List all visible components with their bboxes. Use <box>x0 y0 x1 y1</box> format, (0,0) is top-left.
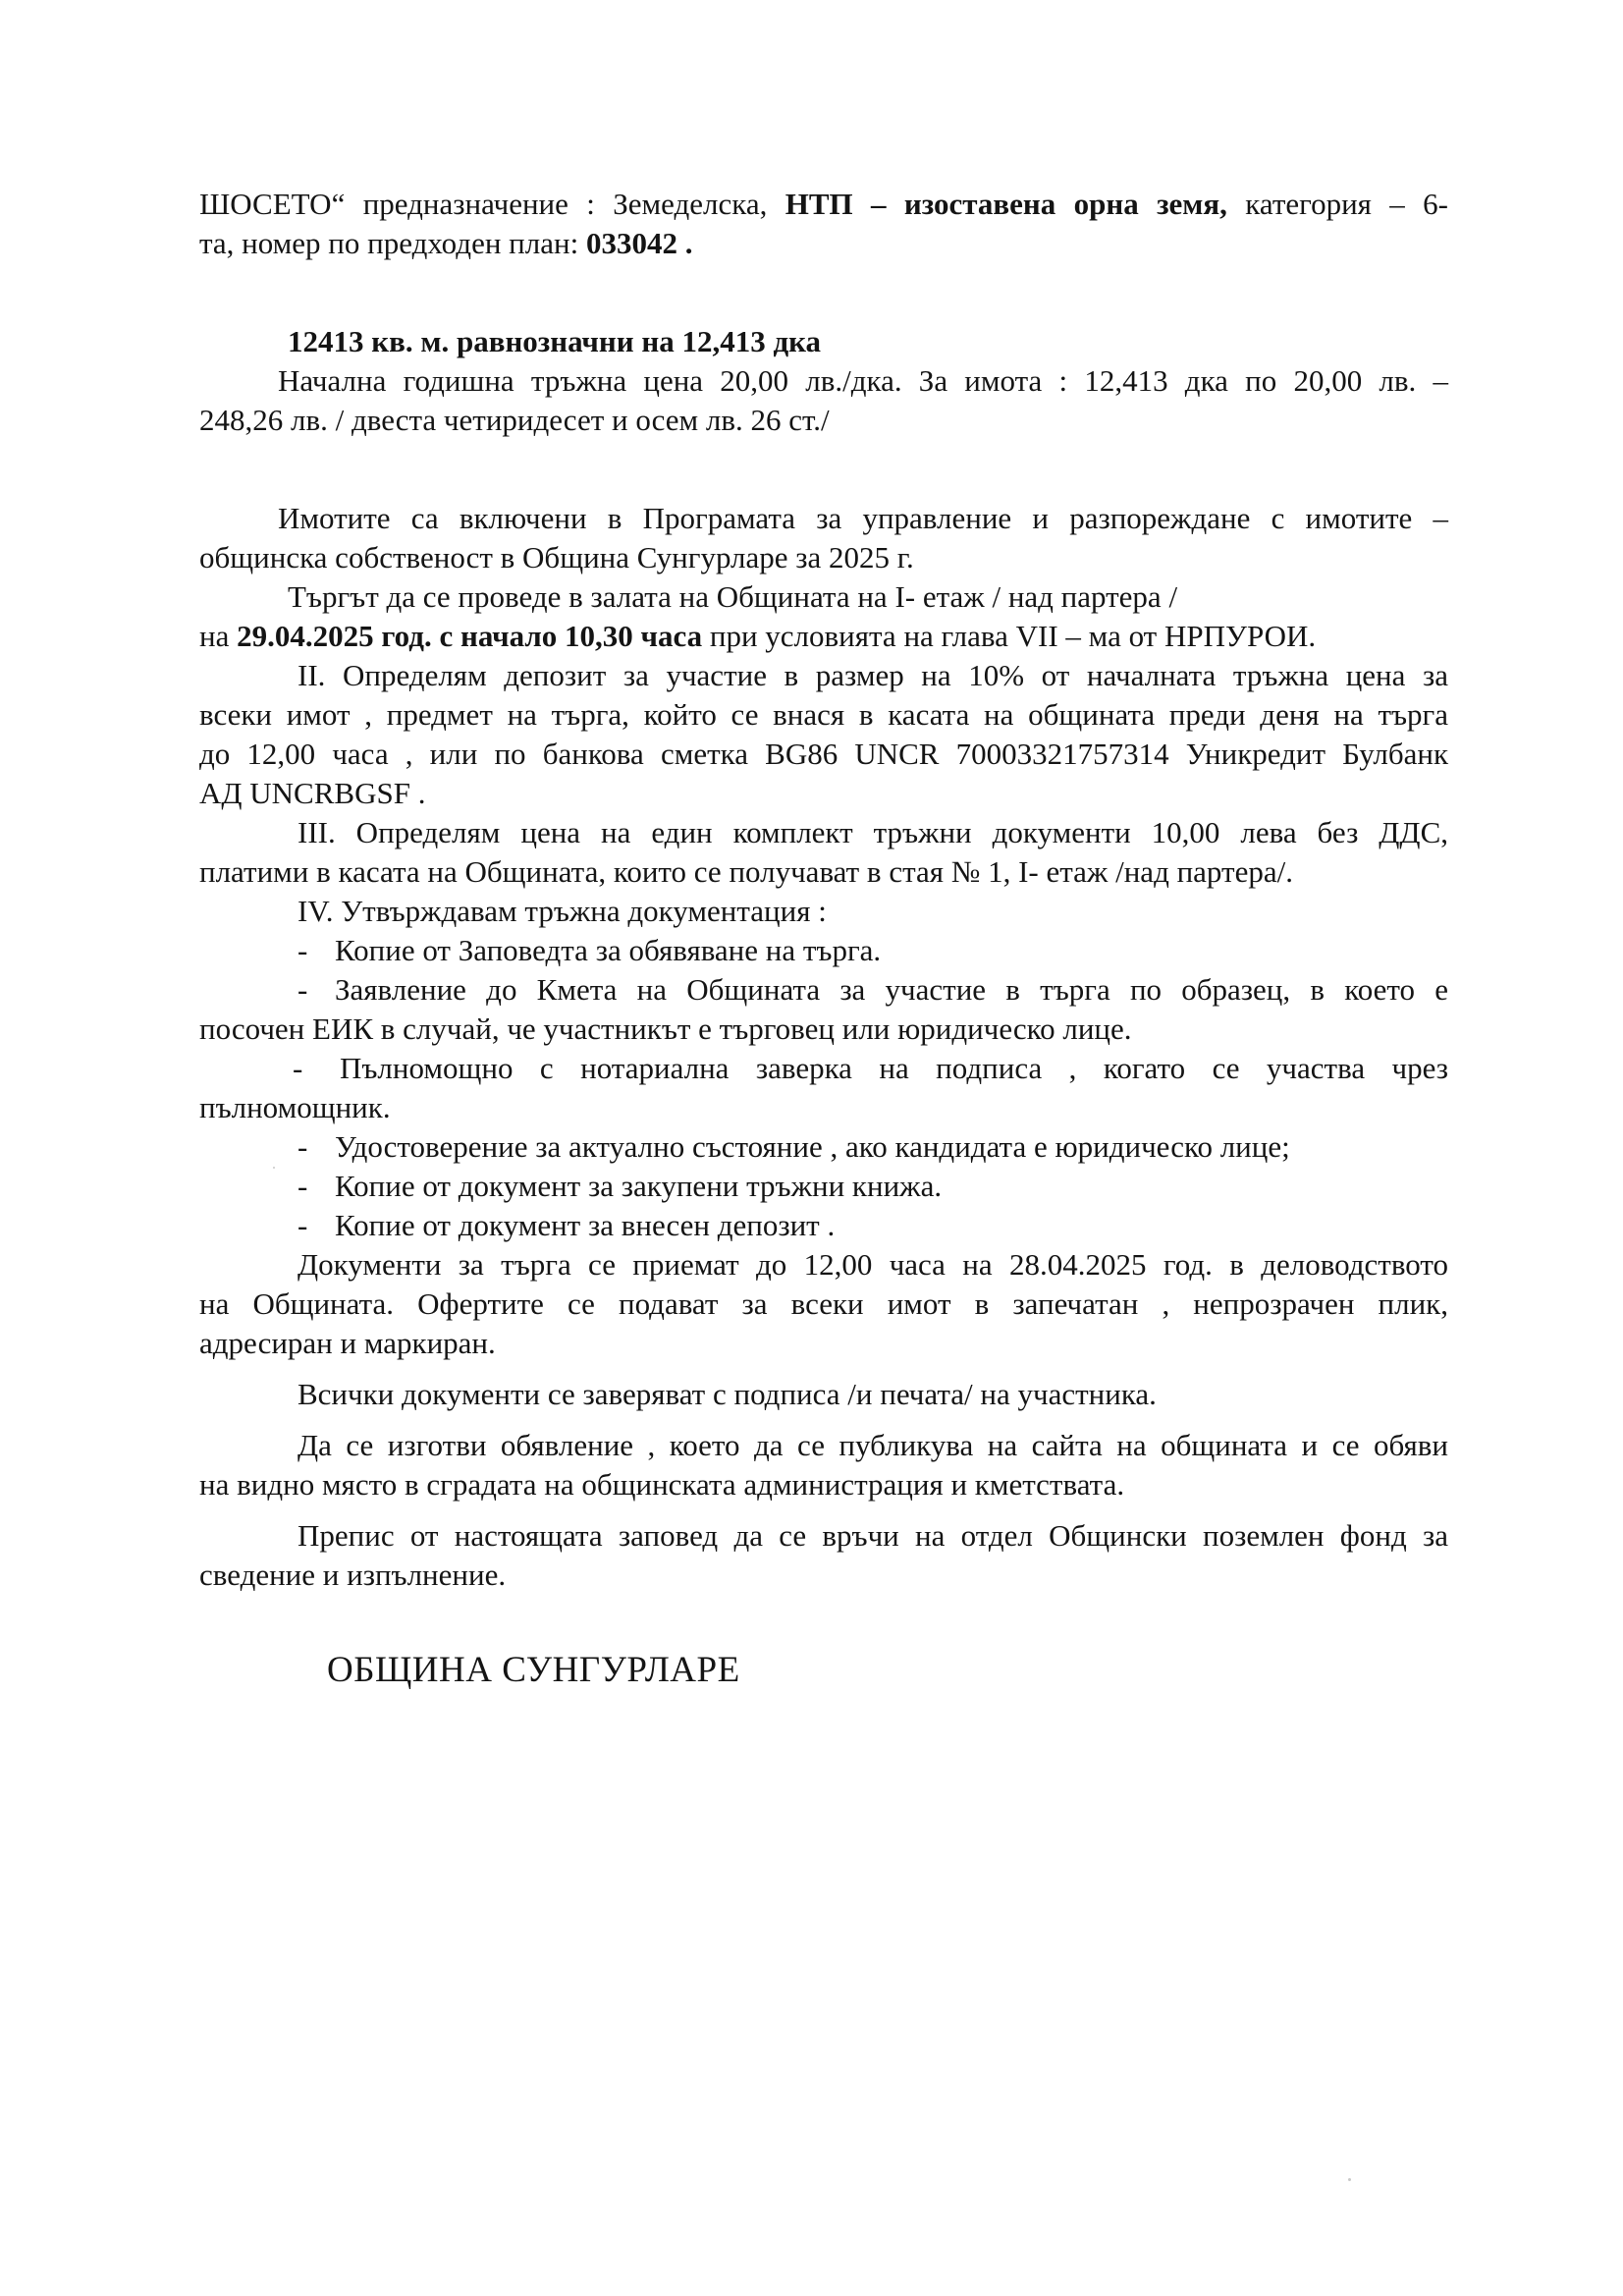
text-span: ШОСЕТО“ предназначение : Земеделска, <box>199 187 785 221</box>
land-use-type: НТП – изоставена орна земя, <box>784 187 1227 221</box>
previous-plan-number: 033042 . <box>585 226 693 260</box>
dash-marker: - <box>298 933 308 967</box>
list-item-text: Заявление до Кмета на Общината за участие в търга по образец, в което е <box>335 972 1448 1007</box>
certify-line: Всички документи се заверяват с подписа /и печата/ на участника. <box>298 1377 1157 1411</box>
text-span: на <box>199 619 238 653</box>
list-item-continuation: посочен ЕИК в случай, че участникът е търговец или юридическо лице. <box>199 1011 1132 1046</box>
approve-documentation-line: IV. Утвърждавам тръжна документация : <box>298 894 827 928</box>
list-item <box>199 1206 1448 1245</box>
program-line-1: Имотите са включени в Програмата за управление и разпореждане с имотите – <box>278 501 1448 535</box>
list-item-continuation: пълномощник. <box>199 1090 391 1124</box>
area-heading: 12413 кв. м. равнозначни на 12,413 дка <box>288 324 822 358</box>
auction-date-time: 29.04.2025 год. с начало 10,30 часа <box>237 619 703 653</box>
list-item-text: Копие от документ за закупени тръжни книжа. <box>335 1169 943 1203</box>
price-line-2: 248,26 лв. / двеста четиридесет и осем лв. 26 ст./ <box>199 403 830 437</box>
scan-speck <box>273 1167 275 1169</box>
property-description-line-2 <box>199 224 1448 263</box>
signature-municipality: ОБЩИНА СУНГУРЛАРЕ <box>327 1650 740 1690</box>
list-item-text: Пълномощно с нотариална заверка на подписа , когато се участва чрез <box>340 1051 1448 1085</box>
text-span: категория – 6- <box>1226 187 1448 221</box>
price-line-1: Начална годишна тръжна цена 20,00 лв./дка. За имота : 12,413 дка по 20,00 лв. – <box>278 363 1448 398</box>
deposit-line-1: II. Определям депозит за участие в размер на 10% от началната тръжна цена за <box>298 658 1448 692</box>
list-item-text: Удостоверение за актуално състояние , ако кандидата е юридическо лице; <box>335 1129 1290 1164</box>
dash-marker: - <box>293 1051 303 1085</box>
deposit-line-2: всеки имот , предмет на търга, който се внася в касата на общината преди деня на търга <box>199 697 1448 732</box>
deposit-line-4: АД UNCRBGSF . <box>199 776 426 810</box>
docs-price-line-2: платими в касата на Общината, които се получават в стая № 1, I- етаж /над партера/. <box>199 854 1293 889</box>
scan-speck <box>1348 2178 1351 2181</box>
dash-marker: - <box>298 1208 308 1242</box>
announce-line-1: Да се изготви обявление , което да се публикува на сайта на общината и се обяви <box>298 1428 1448 1462</box>
list-item <box>199 1049 1448 1088</box>
dash-marker: - <box>298 972 308 1007</box>
announce-line-2: на видно място в сградата на общинската администрация и кметствата. <box>199 1467 1125 1502</box>
list-item-text: Копие от документ за внесен депозит . <box>335 1208 836 1242</box>
dash-marker: - <box>298 1129 308 1164</box>
text-span: та, номер по предходен план: <box>199 226 586 260</box>
dash-marker: - <box>298 1169 308 1203</box>
auction-line-1: Търгът да се проведе в залата на Общината на I- етаж / над партера / <box>288 579 1178 614</box>
program-line-2: общинска собственост в Община Сунгурларе за 2025 г. <box>199 540 914 574</box>
copy-line-1: Препис от настоящата заповед да се връчи на отдел Общински поземлен фонд за <box>298 1518 1448 1553</box>
list-item <box>199 970 1448 1010</box>
docs-price-line-1: III. Определям цена на един комплект тръжни документи 10,00 лева без ДДС, <box>298 815 1448 849</box>
property-description-line-1 <box>199 185 1448 224</box>
list-item <box>199 1127 1448 1167</box>
deadline-line-3: адресиран и маркиран. <box>199 1326 496 1360</box>
list-item <box>199 1167 1448 1206</box>
order-body <box>199 185 1448 1595</box>
auction-line-2 <box>199 617 1448 656</box>
deposit-line-3: до 12,00 часа , или по банкова сметка BG86 UNCR 70003321757314 Уникредит Булбанк <box>199 737 1448 771</box>
text-span: при условията на глава VII – ма от НРПУРОИ. <box>702 619 1317 653</box>
deadline-line-1: Документи за търга се приемат до 12,00 часа на 28.04.2025 год. в деловодството <box>298 1247 1448 1282</box>
list-item <box>199 931 1448 970</box>
copy-line-2: сведение и изпълнение. <box>199 1558 507 1592</box>
deadline-line-2: на Общината. Офертите се подават за всеки имот в запечатан , непрозрачен плик, <box>199 1286 1448 1321</box>
list-item-text: Копие от Заповедта за обявяване на търга. <box>335 933 882 967</box>
